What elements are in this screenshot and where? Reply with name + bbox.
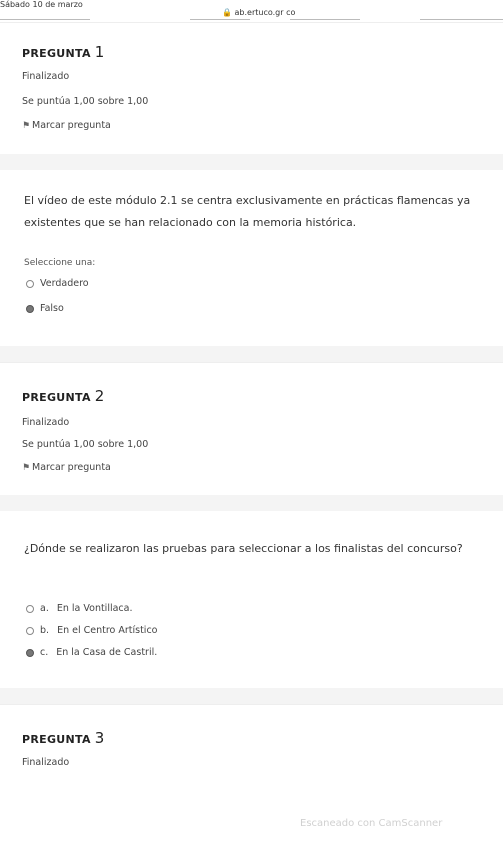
flag-label: Marcar pregunta [32,120,111,131]
option-label: En la Casa de Castril. [56,647,158,658]
question-2-info [0,362,503,497]
question-text: El vídeo de este módulo 2.1 se centra exclusivamente en prácticas flamencas ya existentes que se han relacionado con la memoria histórica. [24,194,471,229]
option-b[interactable] [26,625,157,636]
radio-icon[interactable] [26,280,34,288]
status-date: Sábado 10 de marzo [0,0,83,9]
radio-icon[interactable] [26,605,34,613]
separator [0,495,503,511]
flag-icon: ⚑ [22,121,31,131]
scanner-watermark: Escaneado con CamScanner [300,818,443,829]
question-score: Se puntúa 1,00 sobre 1,00 [22,439,149,450]
option-false[interactable] [26,303,64,314]
question-title [22,729,105,747]
radio-selected-icon[interactable] [26,649,34,657]
divider [290,19,360,20]
question-score: Se puntúa 1,00 sobre 1,00 [22,96,149,107]
option-label: En la Vontillaca. [56,603,133,614]
option-a[interactable] [26,603,133,614]
option-letter: b. [40,625,50,636]
option-letter: a. [40,603,49,614]
question-status: Finalizado [22,71,70,82]
separator [0,688,503,704]
question-status: Finalizado [22,757,70,768]
status-url: 🔒 ab.ertuco.gr co [222,8,296,17]
url-text: ab.ertuco.gr co [234,8,296,17]
option-label: Verdadero [40,278,89,289]
question-number: 2 [94,387,105,405]
divider [420,19,503,20]
question-label: PREGUNTA [22,391,91,404]
question-text: ¿Dónde se realizaron las pruebas para seleccionar a los finalistas del concurso? [24,542,463,555]
question-status: Finalizado [22,417,70,428]
separator [0,346,503,362]
radio-selected-icon[interactable] [26,305,34,313]
question-1-content [0,170,503,346]
question-label: PREGUNTA [22,47,91,60]
question-label: PREGUNTA [22,733,91,746]
question-number: 3 [94,729,105,747]
separator [0,154,503,170]
option-c[interactable] [26,647,157,658]
option-letter: c. [40,647,49,658]
question-title [22,43,105,61]
flag-icon: ⚑ [22,463,31,473]
question-1-info [0,22,503,156]
option-true[interactable] [26,278,89,289]
question-title [22,387,105,405]
divider [190,19,250,20]
flag-question-link[interactable] [22,120,111,131]
question-number: 1 [94,43,105,61]
select-prompt: Seleccione una: [24,258,96,268]
flag-label: Marcar pregunta [32,462,111,473]
flag-question-link[interactable] [22,462,111,473]
option-label: Falso [40,303,64,314]
divider [0,19,90,20]
option-label: En el Centro Artístico [57,625,158,636]
question-2-content [0,511,503,688]
radio-icon[interactable] [26,627,34,635]
